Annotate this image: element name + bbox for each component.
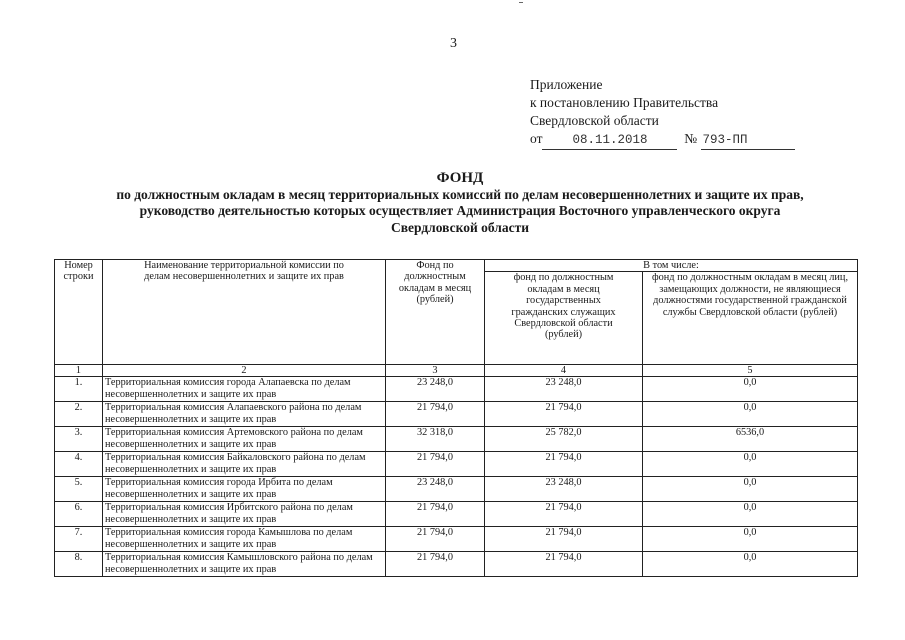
column-number: 3	[386, 365, 485, 377]
title-line-1: по должностным окладам в месяц территориальных комиссий по делам несовершеннолетних и защите их прав,	[116, 186, 804, 202]
commission-name: Территориальная комиссия Ирбитского района по делам несовершеннолетних и защите их прав	[103, 502, 386, 527]
column-number-row	[55, 365, 858, 377]
fund-total: 32 318,0	[386, 427, 485, 452]
commission-name: Территориальная комиссия города Ирбита по делам несовершеннолетних и защите их прав	[103, 477, 386, 502]
fund-total: 21 794,0	[386, 502, 485, 527]
title-line-2: руководство деятельностью которых осуществляет Администрация Восточного управленческого округа	[139, 203, 781, 218]
date-prefix: от	[530, 131, 543, 146]
scan-mark	[519, 2, 523, 3]
header-other: фонд по должностным окладам в месяц лиц, замещающих должности, не являющиеся должностями государственной гражданской службы Свердловской области (рублей)	[643, 272, 858, 365]
commission-name: Территориальная комиссия Артемовского района по делам несовершеннолетних и защите их прав	[103, 427, 386, 452]
row-number: 6.	[55, 502, 103, 527]
header-group: В том числе:	[485, 260, 858, 272]
fund-total: 21 794,0	[386, 402, 485, 427]
fund-total: 21 794,0	[386, 552, 485, 577]
fund-civil: 21 794,0	[485, 527, 643, 552]
row-number: 1.	[55, 377, 103, 402]
header-row-number: Номер строки	[55, 260, 103, 365]
fund-civil: 23 248,0	[485, 377, 643, 402]
fund-other: 0,0	[643, 552, 858, 577]
fund-civil: 21 794,0	[485, 502, 643, 527]
fund-other: 0,0	[643, 452, 858, 477]
row-number: 8.	[55, 552, 103, 577]
fund-civil: 21 794,0	[485, 402, 643, 427]
row-number: 4.	[55, 452, 103, 477]
table-row	[55, 402, 858, 427]
table-row	[55, 527, 858, 552]
table-row	[55, 502, 858, 527]
commission-name: Территориальная комиссия города Камышлова по делам несовершеннолетних и защите их прав	[103, 527, 386, 552]
appendix-line-3: Свердловской области	[530, 113, 659, 128]
header-name: Наименование территориальной комиссии по делам несовершеннолетних и защите их прав	[103, 260, 386, 365]
table-row	[55, 477, 858, 502]
commission-name: Территориальная комиссия Байкаловского района по делам несовершеннолетних и защите их прав	[103, 452, 386, 477]
row-number: 5.	[55, 477, 103, 502]
fund-total: 21 794,0	[386, 452, 485, 477]
fund-civil: 23 248,0	[485, 477, 643, 502]
fund-other: 0,0	[643, 402, 858, 427]
row-number: 3.	[55, 427, 103, 452]
table-row	[55, 427, 858, 452]
fund-civil: 21 794,0	[485, 552, 643, 577]
row-number: 7.	[55, 527, 103, 552]
number-prefix: №	[684, 131, 698, 146]
fund-total: 21 794,0	[386, 527, 485, 552]
fund-civil: 21 794,0	[485, 452, 643, 477]
fund-table	[54, 259, 858, 577]
fund-total: 23 248,0	[386, 377, 485, 402]
table-row	[55, 552, 858, 577]
fund-other: 0,0	[643, 527, 858, 552]
table-row	[55, 452, 858, 477]
title-line-3: Свердловской области	[390, 219, 530, 235]
decree-number: 793-ПП	[701, 131, 795, 150]
appendix-date-line	[530, 130, 795, 150]
table-row	[55, 377, 858, 402]
column-number: 4	[485, 365, 643, 377]
fund-other: 0,0	[643, 477, 858, 502]
appendix-line-2: к постановлению Правительства	[530, 95, 719, 110]
fund-other: 6536,0	[643, 427, 858, 452]
header-civil: фонд по должностным окладам в месяц государственных гражданских служащих Свердловской области (рублей)	[485, 272, 643, 365]
title-word: ФОНД	[436, 170, 484, 186]
appendix-block	[530, 76, 795, 150]
commission-name: Территориальная комиссия Алапаевского района по делам несовершеннолетних и защите их прав	[103, 402, 386, 427]
document-title	[40, 170, 880, 236]
commission-name: Территориальная комиссия Камышловского района по делам несовершеннолетних и защите их прав	[103, 552, 386, 577]
header-total: Фонд по должностным окладам в месяц (рублей)	[386, 260, 485, 365]
fund-civil: 25 782,0	[485, 427, 643, 452]
decree-date: 08.11.2018	[542, 131, 677, 150]
commission-name: Территориальная комиссия города Алапаевска по делам несовершеннолетних и защите их прав	[103, 377, 386, 402]
fund-other: 0,0	[643, 377, 858, 402]
fund-total: 23 248,0	[386, 477, 485, 502]
column-number: 2	[103, 365, 386, 377]
row-number: 2.	[55, 402, 103, 427]
page-number: 3	[450, 36, 457, 51]
column-number: 1	[55, 365, 103, 377]
column-number: 5	[643, 365, 858, 377]
appendix-line-1: Приложение	[530, 77, 603, 92]
fund-other: 0,0	[643, 502, 858, 527]
